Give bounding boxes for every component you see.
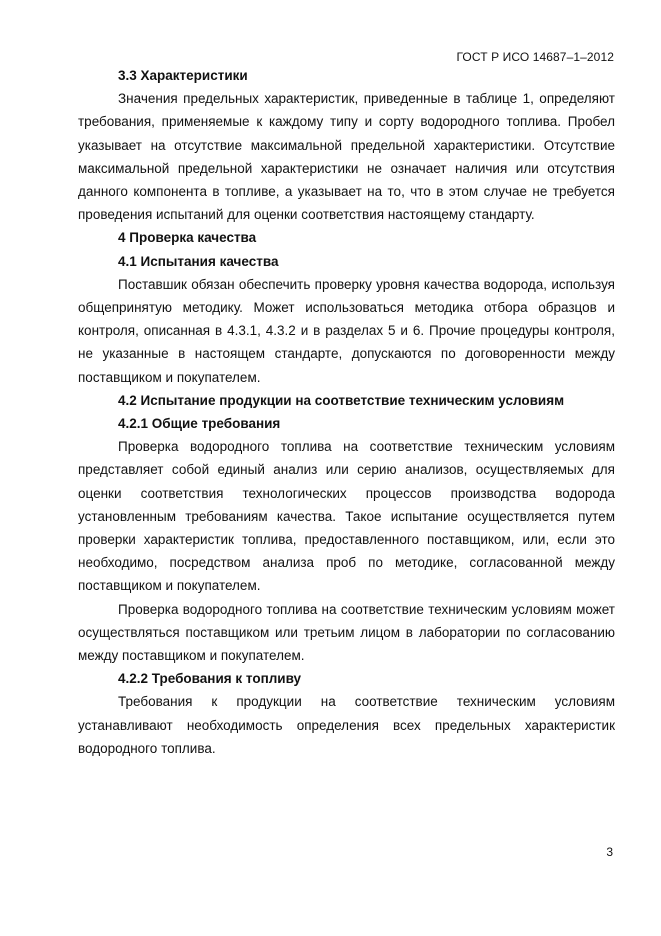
paragraph-4-2-2: Требования к продукции на соответствие техническим условиям устанавливают необходимость определения всех предельных характеристик водородного топлива. — [78, 694, 615, 756]
heading-4: 4 Проверка качества — [118, 230, 257, 246]
paragraph-4-1: Поставшик обязан обеспечить проверку уровня качества водорода, используя общепринятую методику. Может использоваться методика отбора образцов и контроля, описанная в 4.3.1, 4.3.2 и в разделах 5 и 6. Прочие процедуры контроля, не указанные в настоящем стандарте, допускаются по договоренности между поставщиком и покупателем. — [78, 276, 615, 385]
heading-4-2: 4.2 Испытание продукции на соответствие техническим условиям — [118, 392, 565, 408]
page-number: 3 — [606, 845, 613, 859]
heading-4-2-2: 4.2.2 Требования к топливу — [118, 671, 302, 687]
paragraph-4-2-1-b: Проверка водородного топлива на соответствие техническим условиям может осуществляться поставщиком или третьим лицом в лаборатории по согласованию между поставщиком и покупателем. — [78, 601, 615, 664]
paragraph-3-3: Значения предельных характеристик, приведенные в таблице 1, определяют требования, применяемые к каждому типу и сорту водородного топлива. Пробел указывает на отсутствие максимальной предельной характеристики. Отсутствие максимальной предельной характеристики не означает наличия или отсутствия данного компонента в топливе, а указывает на то, что в этом случае не требуется проведения испытаний для оценки соответствия настоящему стандарту. — [78, 91, 615, 223]
heading-4-2-1: 4.2.1 Общие требования — [118, 416, 281, 432]
paragraph-4-2-1-a: Проверка водородного топлива на соответствие техническим условиям представляет собой единый анализ или серию анализов, осуществляемых для оценки соответствия технологических процессов производства водорода установленным требованиям качества. Такое испытание осуществляется путем проверки характеристик топлива, предоставленного поставщиком, или, если это необходимо, посредством анализа проб по методике, согласованной между поставщиком и покупателем. — [78, 439, 615, 594]
heading-4-1: 4.1 Испытания качества — [118, 253, 279, 269]
document-code: ГОСТ Р ИСО 14687–1–2012 — [456, 50, 614, 64]
document-body — [78, 64, 615, 760]
heading-3-3: 3.3 Характеристики — [118, 68, 248, 83]
